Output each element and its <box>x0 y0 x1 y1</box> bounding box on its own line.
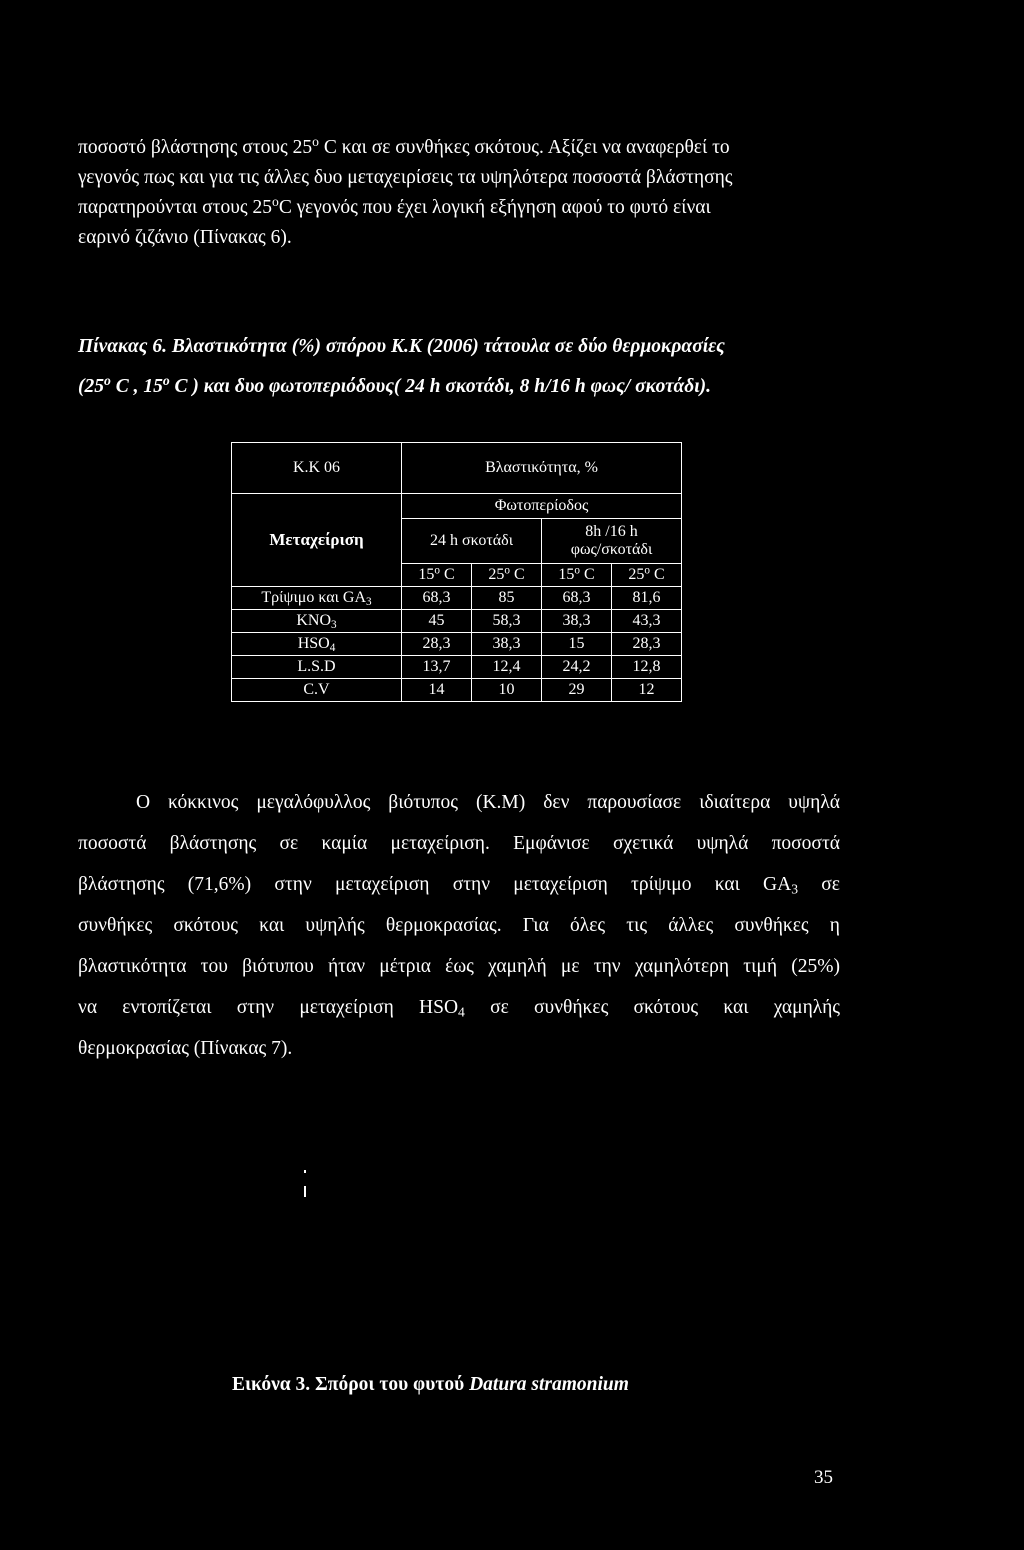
text-line: ποσοστά βλάστησης σε καμία μεταχείριση. Εμφάνισε σχετικά υψηλά ποσοστά <box>78 833 840 854</box>
image-remnant-marks <box>298 1160 312 1200</box>
text-line: συνθήκες σκότους και υψηλής θερμοκρασίας. Για όλες τις άλλες συνθήκες η <box>78 915 840 936</box>
corner-label: Κ.Κ 06 <box>232 443 402 494</box>
dark-header: 24 h σκοτάδι <box>402 519 542 564</box>
row-label: C.V <box>232 679 402 702</box>
temp-header: 15$^o$ C <box>402 564 472 587</box>
germination-header: Βλαστικότητα, % <box>402 443 682 494</box>
germination-table <box>231 442 682 702</box>
figure-caption: Εικόνα 3. Σπόροι του φυτού Datura stramonium <box>232 1374 629 1395</box>
text-line: παρατηρούνται στους $25^oC$ γεγονός που έχει λογική εξήγηση αφού το φυτό είναι <box>78 194 711 218</box>
text-line: ποσοστό βλάστησης στους $25^o$ C και σε συνθήκες σκότους. Αξίζει να αναφερθεί το <box>78 134 730 158</box>
light-dark-header: 8h /16 h φως/σκοτάδι <box>542 519 682 564</box>
table-cell: 43,3 <box>612 610 682 633</box>
row-label: $KNO_3$ <box>232 610 402 633</box>
table-header-row <box>232 494 682 519</box>
row-label: L.S.D <box>232 656 402 679</box>
table-row <box>232 679 682 702</box>
table-cell: 38,3 <box>542 610 612 633</box>
temp-header: 15$^o$ C <box>542 564 612 587</box>
table-row <box>232 587 682 610</box>
table-cell: 14 <box>402 679 472 702</box>
table-cell: 85 <box>472 587 542 610</box>
text-line: γεγονός πως και για τις άλλες δυο μεταχειρίσεις τα υψηλότερα ποσοστά βλάστησης <box>78 167 733 188</box>
table-cell: 45 <box>402 610 472 633</box>
table-cell: 13,7 <box>402 656 472 679</box>
table-cell: 58,3 <box>472 610 542 633</box>
table-cell: 28,3 <box>402 633 472 656</box>
row-label: $HSO_4$ <box>232 633 402 656</box>
table-cell: 68,3 <box>402 587 472 610</box>
row-label: Τρίψιμο και $GA_3$ <box>232 587 402 610</box>
table-cell: 12,4 <box>472 656 542 679</box>
caption-line: Πίνακας 6. Βλαστικότητα (%) σπόρου Κ.Κ (2006) τάτουλα σε δύο θερμοκρασίες <box>78 336 725 357</box>
table-cell: 15 <box>542 633 612 656</box>
table-cell: 29 <box>542 679 612 702</box>
table-cell: 12 <box>612 679 682 702</box>
table-row <box>232 610 682 633</box>
table-row <box>232 656 682 679</box>
text-line: βλάστησης (71,6%) στην μεταχείριση στην μεταχείριση τρίψιμο και $GA_3$ σε <box>78 874 840 897</box>
page-number: 35 <box>814 1467 833 1488</box>
table-cell: 81,6 <box>612 587 682 610</box>
text-line: βλαστικότητα του βιότυπου ήταν μέτρια έως χαμηλή με την χαμηλότερη τιμή (25%) <box>78 956 840 977</box>
results-paragraph <box>78 782 840 1069</box>
table-cell: 10 <box>472 679 542 702</box>
temp-header: 25$^o$ C <box>612 564 682 587</box>
table-header-row <box>232 443 682 494</box>
table-cell: 24,2 <box>542 656 612 679</box>
species-name: Datura stramonium <box>469 1374 629 1395</box>
photoperiod-header: Φωτοπερίοδος <box>402 494 682 519</box>
table-caption <box>78 327 858 407</box>
text-line: Ο κόκκινος μεγαλόφυλλος βιότυπος (Κ.Μ) δεν παρουσίασε ιδιαίτερα υψηλά <box>136 792 840 813</box>
table-row <box>232 633 682 656</box>
table-cell: 68,3 <box>542 587 612 610</box>
table-cell: 38,3 <box>472 633 542 656</box>
intro-paragraph <box>78 133 840 253</box>
temp-header: 25$^o$ C <box>472 564 542 587</box>
text-line: εαρινό ζιζάνιο (Πίνακας 6). <box>78 227 292 248</box>
table-cell: 28,3 <box>612 633 682 656</box>
text-line: θερμοκρασίας (Πίνακας 7). <box>78 1038 293 1059</box>
text-line: να εντοπίζεται στην μεταχείριση $HSO_4$ σε συνθήκες σκότους και χαμηλής <box>78 997 841 1020</box>
treatment-header: Μεταχείριση <box>232 494 402 587</box>
table-cell: 12,8 <box>612 656 682 679</box>
caption-line: (25$^o$ C , 15$^o$ C ) και δυο φωτοπεριόδους( 24 h σκοτάδι, 8 h/16 h φως/ σκοτάδι). <box>78 373 712 397</box>
